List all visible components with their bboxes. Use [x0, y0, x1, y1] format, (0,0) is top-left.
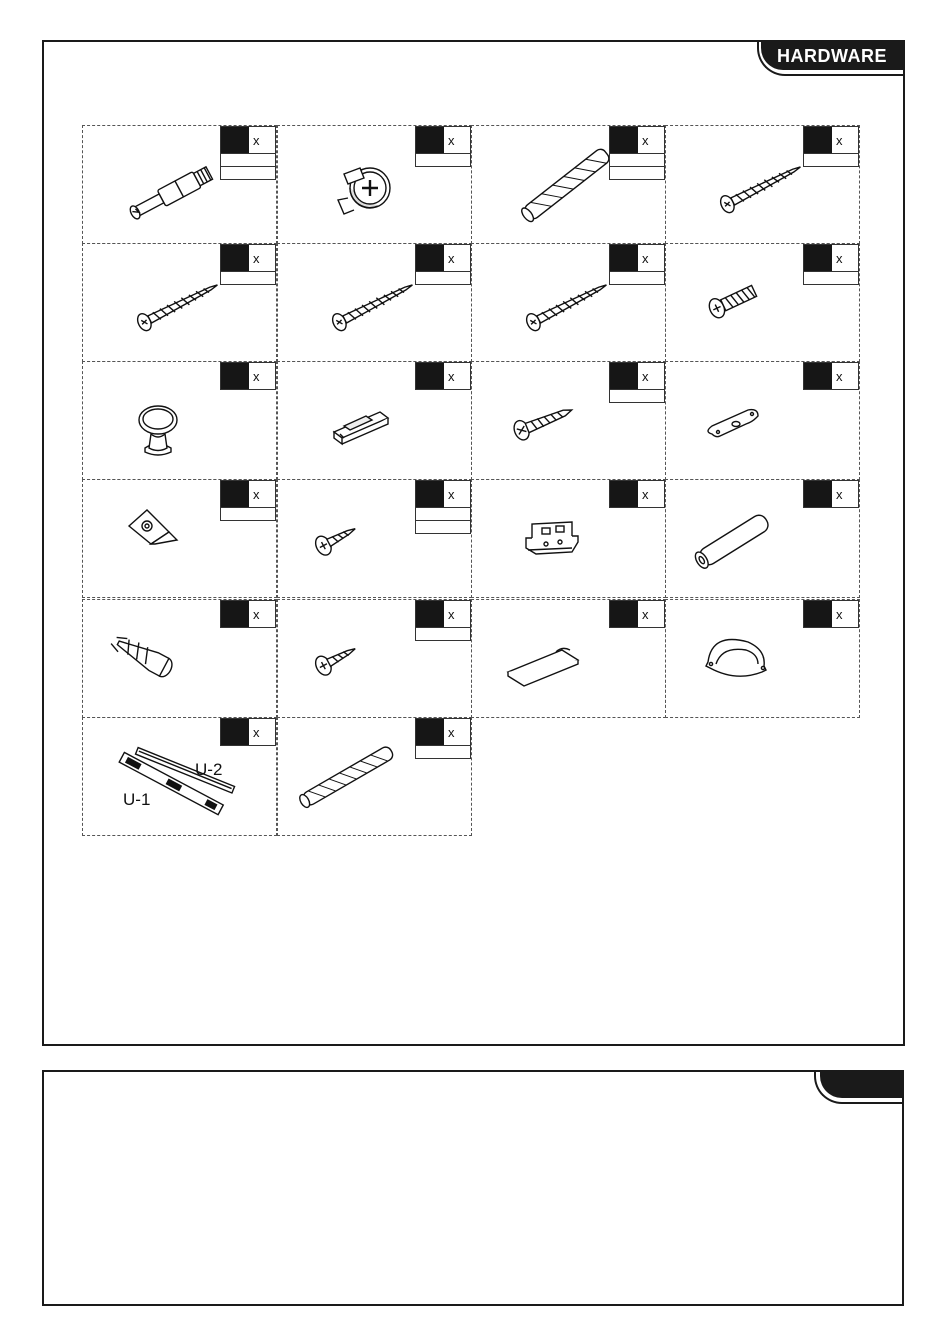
- part-code-block: [804, 245, 832, 271]
- part-cell-long-dowel: [277, 717, 472, 836]
- part-code-block: [416, 719, 444, 745]
- part-cell-wood-screw-medium: [277, 243, 472, 362]
- part-code-block: [610, 481, 638, 507]
- quantity-multiplier: x: [444, 127, 470, 153]
- quantity-multiplier: x: [249, 481, 275, 507]
- quantity-header: [220, 600, 276, 628]
- quantity-header: [803, 600, 859, 628]
- quantity-header: [220, 126, 276, 154]
- quantity-multiplier: x: [832, 245, 858, 271]
- quantity-header: [803, 480, 859, 508]
- quantity-line: [220, 508, 276, 521]
- part-code-block: [416, 127, 444, 153]
- quantity-header: [220, 362, 276, 390]
- part-code-block: [610, 363, 638, 389]
- quantity-header: [415, 362, 471, 390]
- quantity-line: [415, 272, 471, 285]
- part-cell-drawer-rail: [82, 717, 277, 836]
- quantity-multiplier: x: [249, 363, 275, 389]
- part-cell-tube: [665, 479, 860, 598]
- part-code-block: [221, 481, 249, 507]
- part-code-block: [610, 245, 638, 271]
- quantity-multiplier: x: [832, 363, 858, 389]
- quantity-box: [609, 126, 665, 180]
- quantity-header: [220, 480, 276, 508]
- quantity-multiplier: x: [832, 481, 858, 507]
- part-code-block: [416, 481, 444, 507]
- quantity-line: [415, 154, 471, 167]
- part-code-block: [804, 363, 832, 389]
- quantity-box: [415, 718, 471, 759]
- part-cell-wood-screw-medium-2: [471, 243, 666, 362]
- part-code-block: [221, 363, 249, 389]
- quantity-box: [415, 244, 471, 285]
- quantity-multiplier: x: [249, 601, 275, 627]
- quantity-multiplier: x: [638, 245, 664, 271]
- part-cell-mounting-plate: [665, 361, 860, 480]
- quantity-header: [609, 600, 665, 628]
- part-code-block: [804, 601, 832, 627]
- quantity-multiplier: x: [832, 127, 858, 153]
- quantity-multiplier: x: [444, 363, 470, 389]
- quantity-box: [220, 244, 276, 285]
- quantity-box: [415, 480, 471, 534]
- quantity-box: [415, 600, 471, 641]
- part-cell-magnetic-catch: [277, 361, 472, 480]
- quantity-box: [609, 600, 665, 628]
- quantity-line: [220, 154, 276, 167]
- quantity-multiplier: x: [249, 719, 275, 745]
- part-code-block: [416, 245, 444, 271]
- quantity-line: [220, 272, 276, 285]
- part-cell-wall-anchor: [82, 599, 277, 718]
- blank-tab: [820, 1072, 902, 1098]
- part-code-block: [416, 363, 444, 389]
- quantity-header: [415, 480, 471, 508]
- quantity-header: [415, 718, 471, 746]
- quantity-multiplier: x: [638, 127, 664, 153]
- part-code-block: [221, 601, 249, 627]
- part-code-block: [416, 601, 444, 627]
- part-cell-wood-dowel: [471, 125, 666, 244]
- quantity-box: [609, 362, 665, 403]
- quantity-box: [220, 600, 276, 628]
- quantity-line: [803, 154, 859, 167]
- part-code-block: [221, 245, 249, 271]
- part-cell-knob: [82, 361, 277, 480]
- quantity-multiplier: x: [249, 127, 275, 153]
- part-cell-countersunk-screw: [471, 361, 666, 480]
- part-label: U-1: [123, 790, 151, 809]
- quantity-multiplier: x: [638, 481, 664, 507]
- quantity-box: [803, 244, 859, 285]
- quantity-multiplier: x: [444, 601, 470, 627]
- part-cell-short-screw-2: [277, 599, 472, 718]
- part-cell-cup-handle: [665, 599, 860, 718]
- quantity-line: [609, 390, 665, 403]
- quantity-header: [609, 480, 665, 508]
- quantity-header: [803, 126, 859, 154]
- part-code-block: [221, 719, 249, 745]
- quantity-line: [609, 154, 665, 167]
- quantity-header: [609, 126, 665, 154]
- quantity-box: [803, 480, 859, 508]
- part-code-block: [221, 127, 249, 153]
- part-cell-adhesive-pad: [471, 599, 666, 718]
- quantity-box: [415, 362, 471, 390]
- part-cell-cam-lock: [277, 125, 472, 244]
- part-cell-cam-bolt: [82, 125, 277, 244]
- quantity-header: [220, 244, 276, 272]
- quantity-line: [415, 628, 471, 641]
- quantity-multiplier: x: [832, 601, 858, 627]
- part-cell-corner-bracket: [82, 479, 277, 598]
- quantity-box: [415, 126, 471, 167]
- part-code-block: [610, 601, 638, 627]
- quantity-multiplier: x: [638, 363, 664, 389]
- quantity-line: [415, 521, 471, 534]
- secondary-panel: [42, 1070, 904, 1306]
- quantity-header: [609, 362, 665, 390]
- part-label: U-2: [195, 760, 223, 779]
- quantity-line: [803, 272, 859, 285]
- part-cell-wood-screw-long: [82, 243, 277, 362]
- part-cell-hinge: [471, 479, 666, 598]
- quantity-multiplier: x: [444, 245, 470, 271]
- quantity-multiplier: x: [444, 719, 470, 745]
- quantity-box: [803, 600, 859, 628]
- quantity-header: [415, 600, 471, 628]
- quantity-box: [220, 718, 276, 746]
- hardware-tab: HARDWARE: [761, 42, 903, 70]
- quantity-multiplier: x: [638, 601, 664, 627]
- part-code-block: [804, 481, 832, 507]
- quantity-header: [609, 244, 665, 272]
- part-cell-wood-screw-small: [665, 125, 860, 244]
- quantity-box: [803, 126, 859, 167]
- quantity-header: [415, 126, 471, 154]
- quantity-box: [609, 244, 665, 285]
- quantity-line: [609, 272, 665, 285]
- quantity-line: [220, 167, 276, 180]
- part-code-block: [610, 127, 638, 153]
- quantity-box: [220, 126, 276, 180]
- part-cell-machine-screw: [665, 243, 860, 362]
- quantity-header: [415, 244, 471, 272]
- part-code-block: [804, 127, 832, 153]
- quantity-box: [803, 362, 859, 390]
- quantity-line: [415, 746, 471, 759]
- quantity-box: [220, 480, 276, 521]
- quantity-multiplier: x: [249, 245, 275, 271]
- quantity-multiplier: x: [444, 481, 470, 507]
- quantity-box: [609, 480, 665, 508]
- quantity-header: [220, 718, 276, 746]
- quantity-header: [803, 244, 859, 272]
- quantity-header: [803, 362, 859, 390]
- part-cell-short-screw: [277, 479, 472, 598]
- quantity-box: [220, 362, 276, 390]
- quantity-line: [415, 508, 471, 521]
- quantity-line: [609, 167, 665, 180]
